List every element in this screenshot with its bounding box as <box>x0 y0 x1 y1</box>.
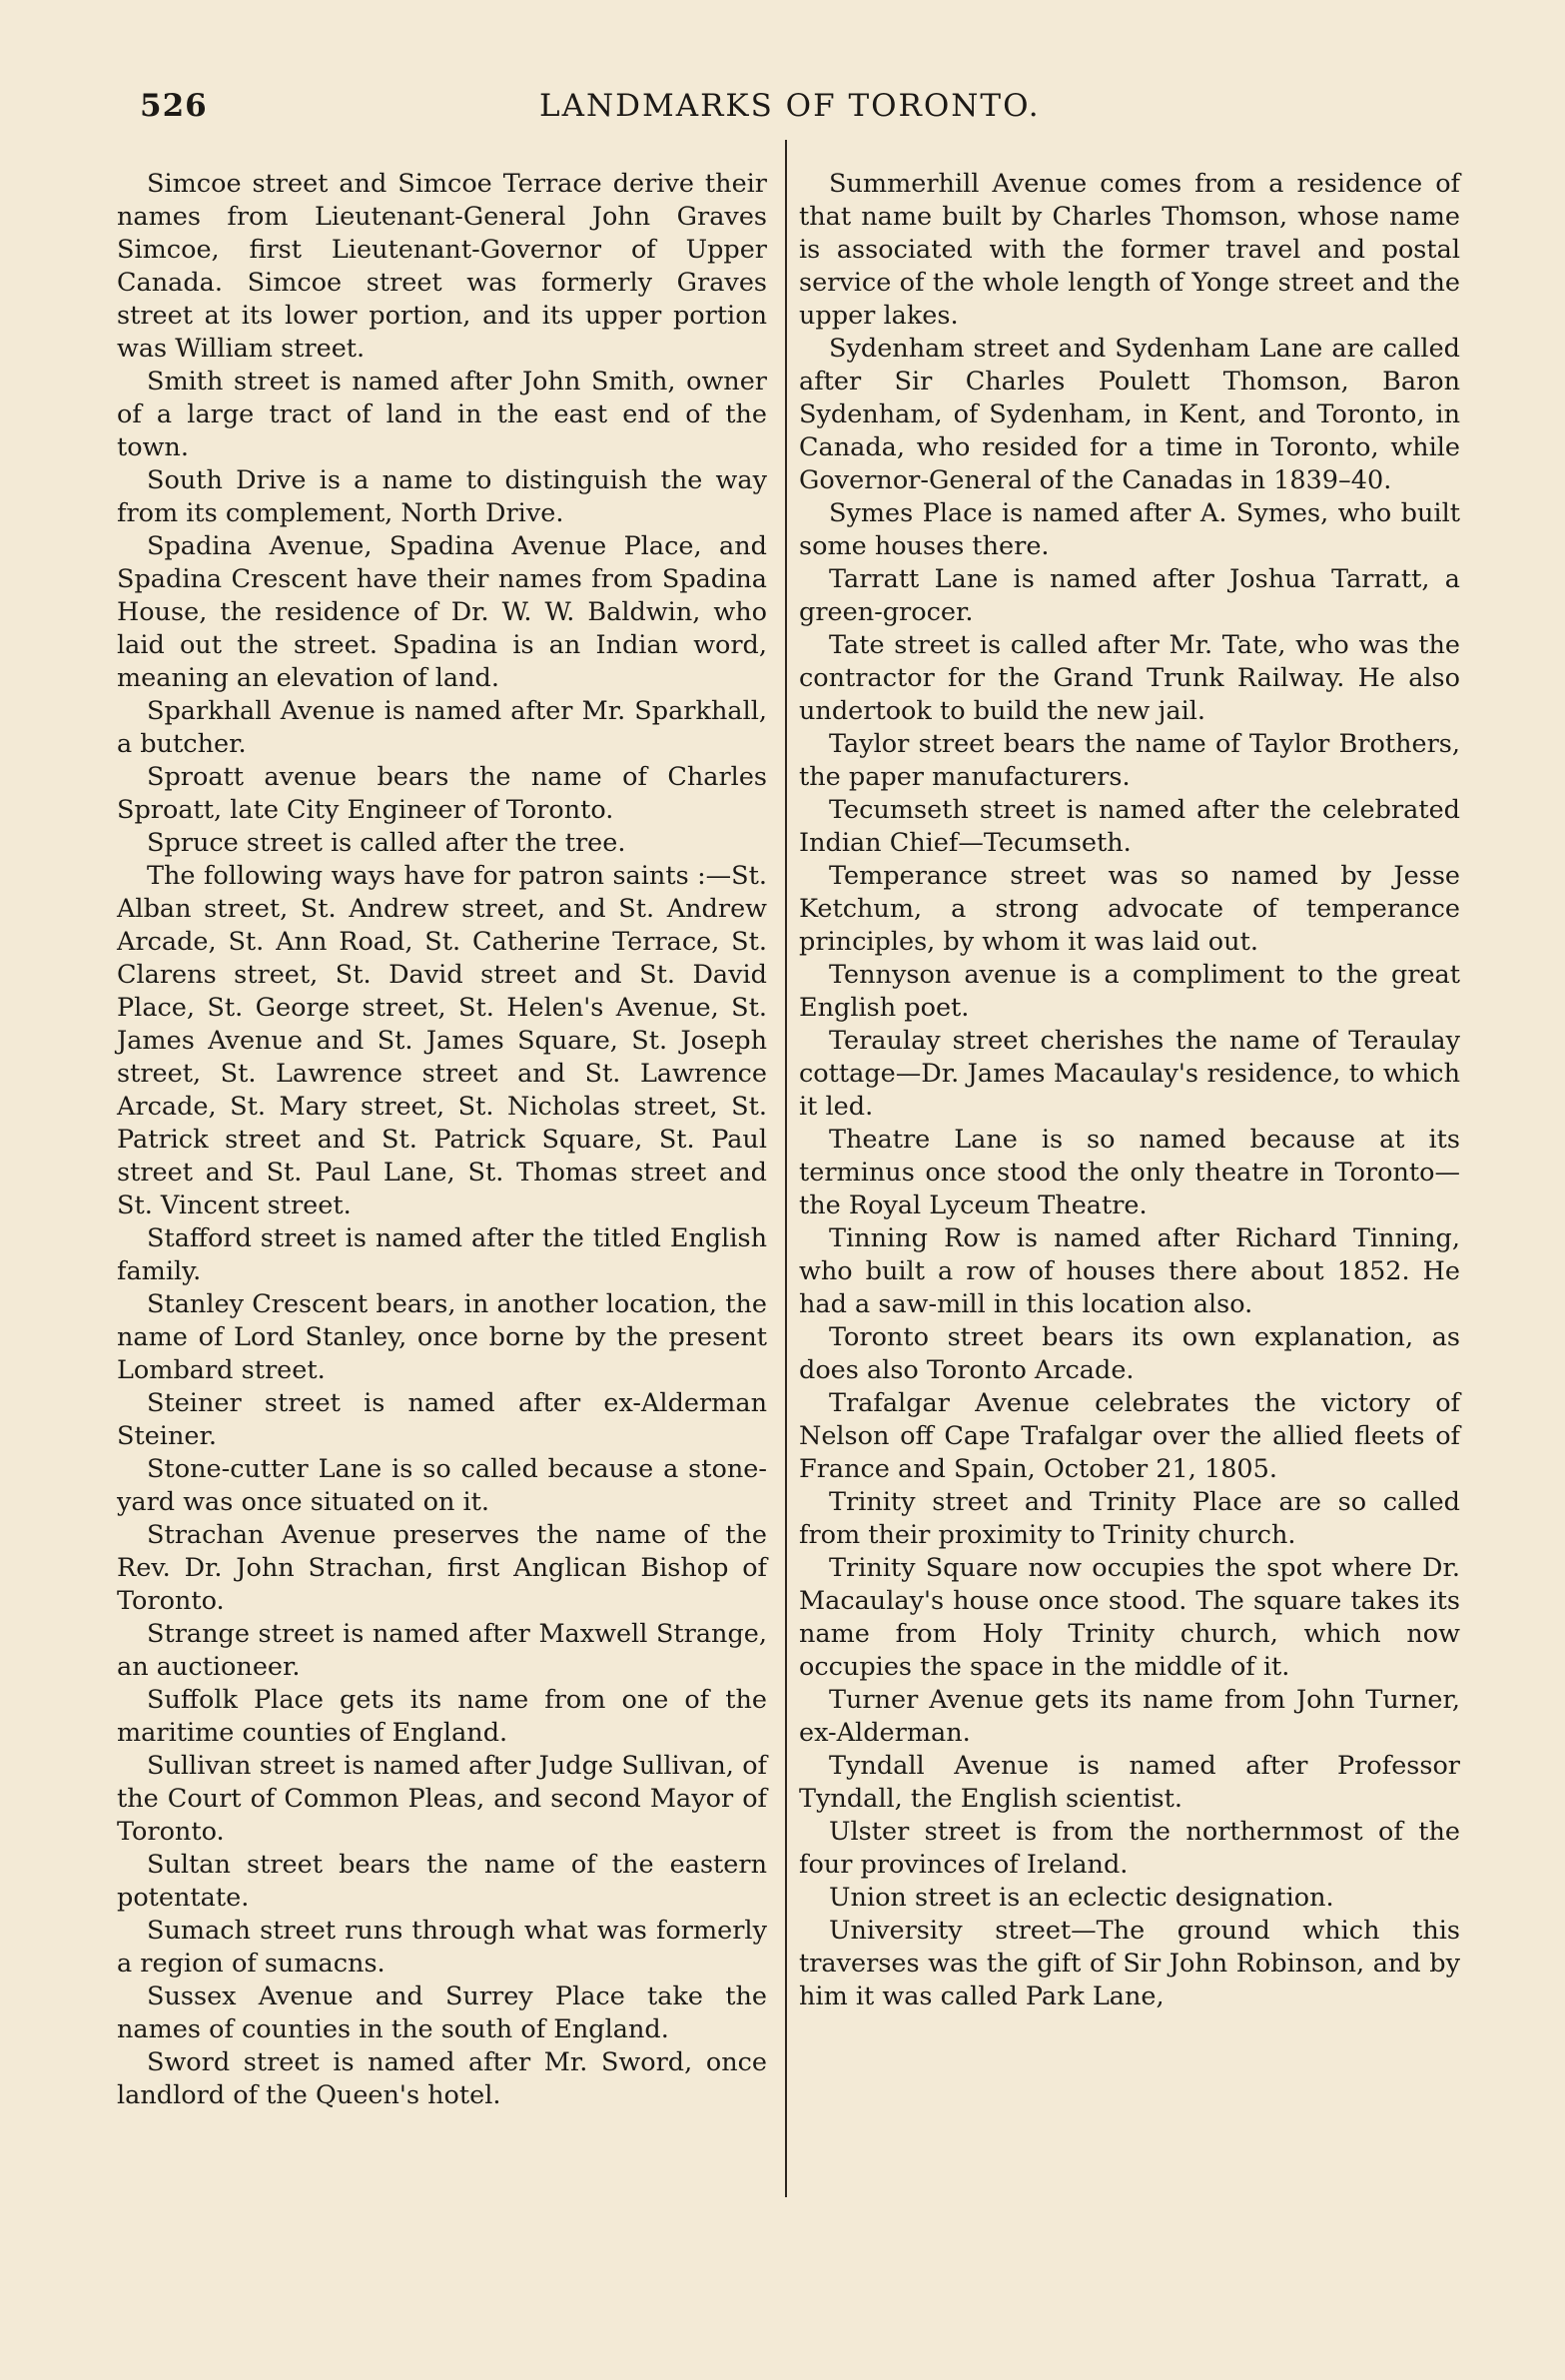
entry-symes: Symes Place is named after A. Symes, who built some houses there. <box>799 498 1460 561</box>
entry-south-drive: South Drive is a name to distinguish the way from its complement, North Drive. <box>117 465 767 528</box>
entry-trafalgar: Trafalgar Avenue celebrates the victory of Nelson off Cape Trafalgar over the allied fleets of France and Spain, October 21, 1805. <box>799 1388 1460 1484</box>
entry-taylor: Taylor street bears the name of Taylor Brothers, the paper manufacturers. <box>799 729 1460 792</box>
entry-sultan: Sultan street bears the name of the eastern potentate. <box>117 1850 767 1913</box>
entry-tyndall: Tyndall Avenue is named after Professor Tyndall, the English scientist. <box>799 1751 1460 1814</box>
entry-temperance: Temperance street was so named by Jesse Ketchum, a strong advocate of temperance principles, by whom it was laid out. <box>799 861 1460 957</box>
entry-summerhill: Summerhill Avenue comes from a residence of that name built by Charles Thomson, whose name is associated with the former travel and postal service of the whole length of Yonge street and the upper lakes. <box>799 169 1460 331</box>
entry-patron-saints: The following ways have for patron saints :—St. Alban street, St. Andrew street, and St. Andrew Arcade, St. Ann Road, St. Catherine Terrace, St. Clarens street, St. David street and St. David Place, St. George street, St. Helen's Avenue, St. James Avenue and St. James Square, St. Joseph street, St. Lawrence street and St. Lawrence Arcade, St. Mary street, St. Nicholas street, St. Patrick street and St. Patrick Square, St. Paul street and St. Paul Lane, St. Thomas street and St. Vincent street. <box>117 861 767 1220</box>
column-divider <box>785 140 787 2197</box>
entry-sparkhall: Sparkhall Avenue is named after Mr. Sparkhall, a butcher. <box>117 696 767 759</box>
entry-smith: Smith street is named after John Smith, owner of a large tract of land in the east end of the town. <box>117 367 767 462</box>
entry-theatre-lane: Theatre Lane is so named because at its terminus once stood the only theatre in Toronto—the Royal Lyceum Theatre. <box>799 1125 1460 1220</box>
entry-steiner: Steiner street is named after ex-Alderman Steiner. <box>117 1388 767 1451</box>
entry-spruce: Spruce street is called after the tree. <box>147 828 626 858</box>
entry-trinity-square: Trinity Square now occupies the spot where Dr. Macaulay's house once stood. The square takes its name from Holy Trinity church, which now occupies the space in the middle of it. <box>799 1553 1460 1682</box>
entry-union: Union street is an eclectic designation. <box>829 1883 1334 1913</box>
entry-sydenham: Sydenham street and Sydenham Lane are called after Sir Charles Poulett Thomson, Baron Sydenham, of Sydenham, in Kent, and Toronto, in Canada, who resided for a time in Toronto, while Governor-General of the Canadas in 1839–40. <box>799 334 1460 495</box>
entry-stanley: Stanley Crescent bears, in another location, the name of Lord Stanley, once borne by the present Lombard street. <box>117 1289 767 1385</box>
entry-sword: Sword street is named after Mr. Sword, once landlord of the Queen's hotel. <box>117 2047 767 2110</box>
entry-tecumseth: Tecumseth street is named after the celebrated Indian Chief—Tecumseth. <box>799 795 1460 858</box>
entry-simcoe: Simcoe street and Simcoe Terrace derive their names from Lieutenant-General John Graves Simcoe, first Lieutenant-Governor of Upper Canada. Simcoe street was formerly Graves street at its lower portion, and its upper portion was William street. <box>117 169 767 364</box>
page-number: 526 <box>140 88 208 124</box>
entry-university: University street—The ground which this traverses was the gift of Sir John Robinson, and by him it was called Park Lane, <box>799 1916 1460 2011</box>
entry-sullivan: Sullivan street is named after Judge Sullivan, of the Court of Common Pleas, and second Mayor of Toronto. <box>117 1751 767 1847</box>
entry-tinning: Tinning Row is named after Richard Tinning, who built a row of houses there about 1852. He had a saw-mill in this location also. <box>799 1223 1460 1319</box>
running-title: LANDMARKS OF TORONTO. <box>539 88 1041 124</box>
entry-sussex: Sussex Avenue and Surrey Place take the names of counties in the south of England. <box>117 1982 767 2044</box>
right-column <box>799 168 1460 2013</box>
entry-toronto: Toronto street bears its own explanation, as does also Toronto Arcade. <box>799 1322 1460 1385</box>
entry-strange: Strange street is named after Maxwell Strange, an auctioneer. <box>117 1619 767 1682</box>
entry-trinity: Trinity street and Trinity Place are so called from their proximity to Trinity church. <box>799 1487 1460 1550</box>
entry-tate: Tate street is called after Mr. Tate, who was the contractor for the Grand Trunk Railway. He also undertook to build the new jail. <box>799 630 1460 726</box>
left-column <box>117 168 767 2112</box>
entry-tarratt: Tarratt Lane is named after Joshua Tarratt, a green-grocer. <box>799 564 1460 627</box>
entry-stafford: Stafford street is named after the titled English family. <box>117 1223 767 1286</box>
entry-turner: Turner Avenue gets its name from John Turner, ex-Alderman. <box>799 1685 1460 1748</box>
entry-suffolk: Suffolk Place gets its name from one of the maritime counties of England. <box>117 1685 767 1748</box>
entry-ulster: Ulster street is from the northernmost of the four provinces of Ireland. <box>799 1817 1460 1880</box>
entry-sumach: Sumach street runs through what was formerly a region of sumacns. <box>117 1916 767 1979</box>
entry-strachan: Strachan Avenue preserves the name of the Rev. Dr. John Strachan, first Anglican Bishop of Toronto. <box>117 1520 767 1616</box>
entry-teraulay: Teraulay street cherishes the name of Teraulay cottage—Dr. James Macaulay's residence, to which it led. <box>799 1026 1460 1122</box>
page-header <box>0 88 1565 138</box>
entry-spadina: Spadina Avenue, Spadina Avenue Place, and Spadina Crescent have their names from Spadina House, the residence of Dr. W. W. Baldwin, who laid out the street. Spadina is an Indian word, meaning an elevation of land. <box>117 531 767 693</box>
entry-sproatt: Sproatt avenue bears the name of Charles Sproatt, late City Engineer of Toronto. <box>117 762 767 825</box>
entry-tennyson: Tennyson avenue is a compliment to the great English poet. <box>799 960 1460 1023</box>
entry-stone-cutter: Stone-cutter Lane is so called because a stone-yard was once situated on it. <box>117 1454 767 1517</box>
